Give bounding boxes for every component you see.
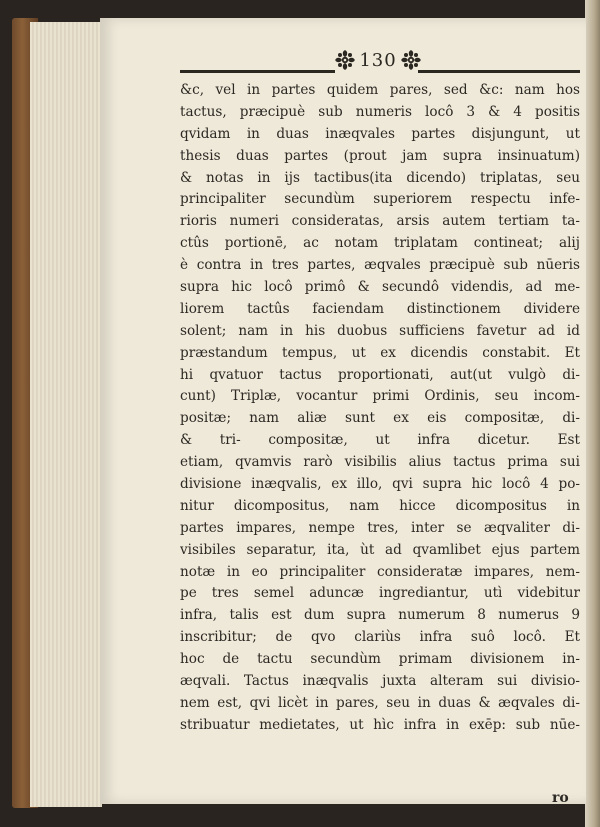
text-line: thesis duas partes (prout jam supra insinuatum) [180,147,580,164]
text-line: præstandum tempus, ut ex dicendis constabit. Et [180,344,580,361]
text-line: partes impares, nempe tres, inter se æqvaliter di- [180,519,580,536]
flower-ornament-icon [335,50,355,70]
text-line: stribuatur medietates, ut hìc infra in exēp: sub nūe- [180,716,580,733]
text-line: positæ; nam aliæ sunt ex eis compositæ, di- [180,410,580,427]
text-line: & notas in ijs tactibus(ita dicendo) triplatas, seu [180,169,580,186]
text-line: rioris numeri consideratas, arsis autem tertiam ta- [180,213,580,230]
text-line: visibiles separatur, ita, ùt ad qvamlibet ejus partem [180,541,580,558]
text-line: nem est, qvi licèt in pares, seu in duas & æqvales di- [180,694,580,711]
text-line: inscribitur; de qvo clariùs infra suô locô. Et [180,629,580,646]
text-line: qvidam in duas inæqvales partes disjungunt, ut [180,125,580,142]
text-line: & tri- compositæ, ut infra dicetur. Est [180,432,580,449]
page-edges [30,22,102,807]
catchword: ro [552,790,569,806]
text-line: ctûs portionē, ac notam triplatam contineat; alij [180,235,580,252]
text-line: hoc de tactu secundùm primam divisionem in- [180,651,580,668]
text-line: &c, vel in partes quidem pares, sed &c: nam hos [180,82,580,98]
text-line: liorem tactûs faciendam distinctionem dividere [180,300,580,317]
flower-ornament-icon [401,50,421,70]
text-line: solent; nam in his duobus sufficiens favetur ad id [180,322,580,339]
text-line: nitur dicompositus, nam hicce dicompositus in [180,497,580,514]
text-line: æqvali. Tactus inæqvalis juxta alteram sui divisio- [180,673,580,690]
text-line: infra, talis est dum supra numerum 8 numerus 9 [180,607,580,624]
text-line: notæ in eo principaliter consideratæ impares, nem- [180,563,580,580]
text-line: principaliter secundùm superiorem respectu infe- [180,191,580,208]
text-line: pe tres semel aduncæ ingrediantur, utì videbitur [180,585,580,602]
text-line: hi qvatuor tactus proportionati, aut(ut vulgò di- [180,366,580,383]
text-line: cunt) Triplæ, vocantur primi Ordinis, seu incom- [180,388,580,405]
text-line: tactus, præcipuè sub numeris locô 3 & 4 positis [180,103,580,120]
body-text [180,80,580,737]
text-line: divisione inæqvalis, ex illo, qvi supra hic locô 4 po- [180,476,580,493]
book-page [100,18,586,804]
page-number: 130 [359,49,397,71]
text-line: supra hic locô primô & secundô videndis, ad me- [180,279,580,296]
facing-page-edge [585,0,600,827]
page-header [178,44,578,76]
text-line: è contra in tres partes, æqvales præcipuè sub nūeris [180,257,580,274]
text-line: etiam, qvamvis rarò visibilis alius tactus prima sui [180,454,580,471]
